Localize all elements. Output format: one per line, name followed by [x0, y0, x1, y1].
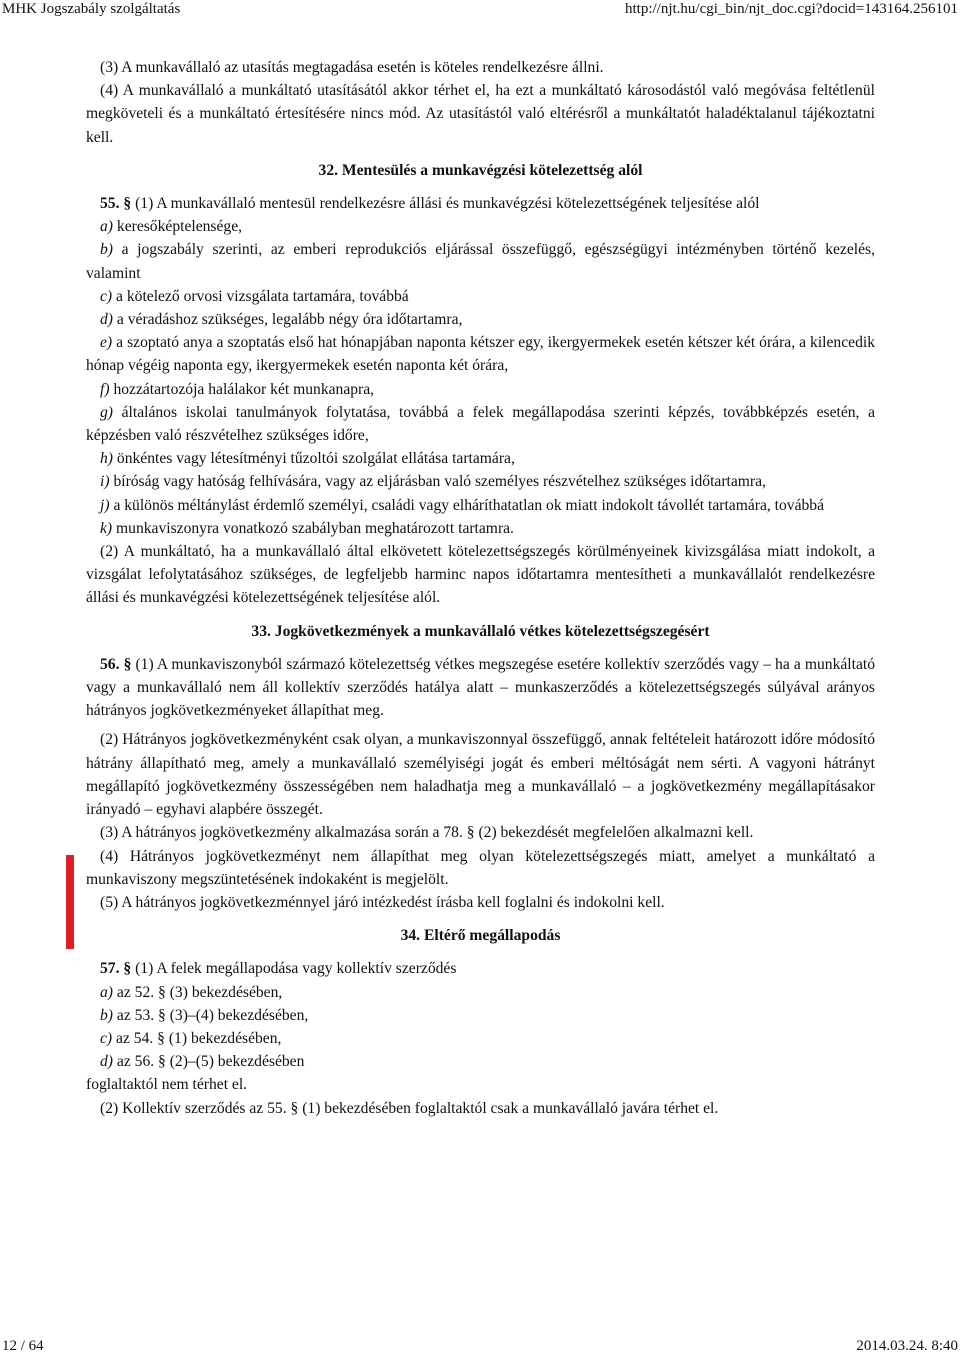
section-57-number: 57.	[100, 960, 120, 978]
document-url: http://njt.hu/cgi_bin/njt_doc.cgi?docid=143164.256101	[624, 1, 958, 17]
point-key: f)	[100, 380, 110, 398]
paragraph-56-1-text: (1) A munkaviszonyból származó kötelezettség vétkes megszegése esetére kollektív szerződés vagy – ha a munkáltató vagy a munkavállaló nem áll kollektív szerződés hatálya alatt – munkaszerződés a kötelezettségszegés súlyával arányos hátrányos jogkövetkezményeket állapíthat meg.	[86, 655, 876, 720]
heading-33: 33. Jogkövetkezmények a munkavállaló vétkes kötelezettségszegésért	[251, 622, 710, 640]
print-datetime: 2014.03.24. 8:40	[856, 1338, 958, 1354]
section-56-number: 56.	[100, 655, 120, 673]
point-key: c)	[100, 1029, 113, 1047]
point-text: önkéntes vagy létesítményi tűzoltói szolgálat ellátása tartamára,	[116, 450, 515, 468]
point-55-k	[86, 517, 875, 540]
paragraph-55-1-text: (1) A munkavállaló mentesül rendelkezésre állási és munkavégzési kötelezettségének teljesítése alól	[135, 195, 760, 213]
point-55-f	[86, 378, 875, 401]
point-55-e	[86, 331, 875, 377]
point-key: e)	[100, 334, 113, 352]
point-55-a	[86, 215, 875, 238]
point-key: d)	[100, 311, 113, 329]
point-57-d	[86, 1050, 875, 1073]
point-key: g)	[100, 403, 113, 421]
point-key: b)	[100, 1006, 113, 1024]
point-text: hozzátartozója halálakor két munkanapra,	[113, 380, 375, 398]
document-body	[86, 56, 875, 1120]
amendment-change-bar	[66, 855, 74, 949]
point-57-c	[86, 1027, 875, 1050]
point-55-g	[86, 401, 875, 447]
site-title: MHK Jogszabály szolgáltatás	[2, 1, 181, 17]
point-text: bíróság vagy hatóság felhívására, vagy az eljárásban való személyes részvételhez szükséges időtartamra,	[113, 473, 766, 491]
point-key: j)	[100, 496, 110, 514]
point-text: a jogszabály szerinti, az emberi reprodukciós eljárással összefüggő, egészségügyi intézményben történő kezelés, valamint	[86, 241, 875, 282]
point-key: k)	[100, 519, 113, 537]
section-56-sign: §	[123, 655, 132, 673]
paragraph-57-1-text: (1) A felek megállapodása vagy kollektív szerződés	[135, 960, 457, 978]
point-text: az 54. § (1) bekezdésében,	[116, 1029, 282, 1047]
paragraph-57-1	[86, 957, 875, 980]
paragraph-56-2: (2) Hátrányos jogkövetkezményként csak olyan, a munkaviszonnyal összefüggő, annak feltételeit határozott időre módosító hátrány állapítható meg, amely a munkavállaló személyiségi jogát és emberi méltóságát nem sérti. A vagyoni hátrányt megállapító jogkövetkezmény összességében nem haladhatja meg a munkavállaló – a jogkövetkezmény megállapításakor irányadó – egyhavi alapbére összegét.	[86, 731, 875, 819]
point-55-b	[86, 238, 875, 284]
point-55-h	[86, 447, 875, 470]
paragraph-55-1	[86, 192, 875, 215]
point-text: a véradáshoz szükséges, legalább négy óra időtartamra,	[116, 311, 463, 329]
point-57-a	[86, 981, 875, 1004]
point-57-b	[86, 1004, 875, 1027]
point-55-j	[86, 494, 875, 517]
point-key: a)	[100, 983, 113, 1001]
point-key: b)	[100, 241, 113, 259]
point-key: a)	[100, 218, 113, 236]
point-text: az 52. § (3) bekezdésében,	[116, 983, 283, 1001]
point-55-c	[86, 285, 875, 308]
point-text: a szoptató anya a szoptatás első hat hónapjában naponta kétszer egy, ikergyermekek esetén kétszer két órára, a kilencedik hónap végéig naponta egy, ikergyermekek esetén naponta két órára,	[86, 334, 876, 375]
section-55-sign: §	[123, 195, 132, 213]
paragraph-54-3: (3) A munkavállaló az utasítás megtagadása esetén is köteles rendelkezésre állni.	[100, 59, 604, 76]
point-text: a különös méltánylást érdemlő személyi, családi vagy elháríthatatlan ok miatt indokolt távollét tartamára, továbbá	[113, 496, 825, 514]
heading-34: 34. Eltérő megállapodás	[400, 927, 561, 945]
paragraph-56-3: (3) A hátrányos jogkövetkezmény alkalmazása során a 78. § (2) bekezdését megfelelően alkalmazni kell.	[100, 824, 754, 842]
heading-32: 32. Mentesülés a munkavégzési kötelezettség alól	[318, 161, 643, 179]
point-text: a kötelező orvosi vizsgálata tartamára, továbbá	[116, 287, 409, 305]
paragraph-56-4: (4) Hátrányos jogkövetkezményt nem állapíthat meg olyan kötelezettségszegés miatt, amelyet a munkáltató a munkaviszony megszüntetésének indokaként is megjelölt.	[86, 847, 875, 888]
section-55-number: 55.	[100, 195, 120, 213]
paragraph-57-2: (2) Kollektív szerződés az 55. § (1) bekezdésében foglaltaktól csak a munkavállaló javára térhet el.	[100, 1099, 719, 1117]
point-text: keresőképtelensége,	[116, 218, 243, 236]
point-55-i	[86, 470, 875, 493]
paragraph-56-5: (5) A hátrányos jogkövetkezménnyel járó intézkedést írásba kell foglalni és indokolni kell.	[100, 893, 665, 911]
paragraph-56-1	[86, 653, 875, 723]
page-number: 12 / 64	[2, 1338, 44, 1354]
paragraph-54-4: (4) A munkavállaló a munkáltató utasításától akkor térhet el, ha ezt a munkáltató károsodástól való megóvása feltétlenül megköveteli és a munkáltató értesítésére nincs mód. Az utasítástól való eltérésről a munkáltatót haladéktalanul tájékoztatni kell.	[86, 82, 875, 146]
point-key: h)	[100, 450, 113, 468]
point-key: i)	[100, 473, 110, 491]
point-text: az 56. § (2)–(5) bekezdésében	[116, 1053, 305, 1071]
section-57-sign: §	[123, 960, 132, 978]
point-key: c)	[100, 287, 113, 305]
point-text: az 53. § (3)–(4) bekezdésében,	[116, 1006, 309, 1024]
paragraph-57-1-tail: foglaltaktól nem térhet el.	[86, 1076, 248, 1094]
point-text: általános iskolai tanulmányok folytatása, továbbá a felek megállapodása szerinti képzés, továbbképzés esetén, a képzésben való részvételhez szükséges időre,	[86, 403, 875, 445]
point-55-d	[86, 308, 875, 331]
point-key: d)	[100, 1053, 113, 1071]
point-text: munkaviszonyra vonatkozó szabályban meghatározott tartamra.	[116, 519, 514, 537]
paragraph-55-2: (2) A munkáltató, ha a munkavállaló által elkövetett kötelezettségszegés körülményeinek kivizsgálása miatt indokolt, a vizsgálat lefolytatásához szükséges, de legfeljebb harminc napos időtartamra mentesítheti a munkavállalót rendelkezésre állási és munkavégzési kötelezettségének teljesítése alól.	[86, 543, 875, 607]
